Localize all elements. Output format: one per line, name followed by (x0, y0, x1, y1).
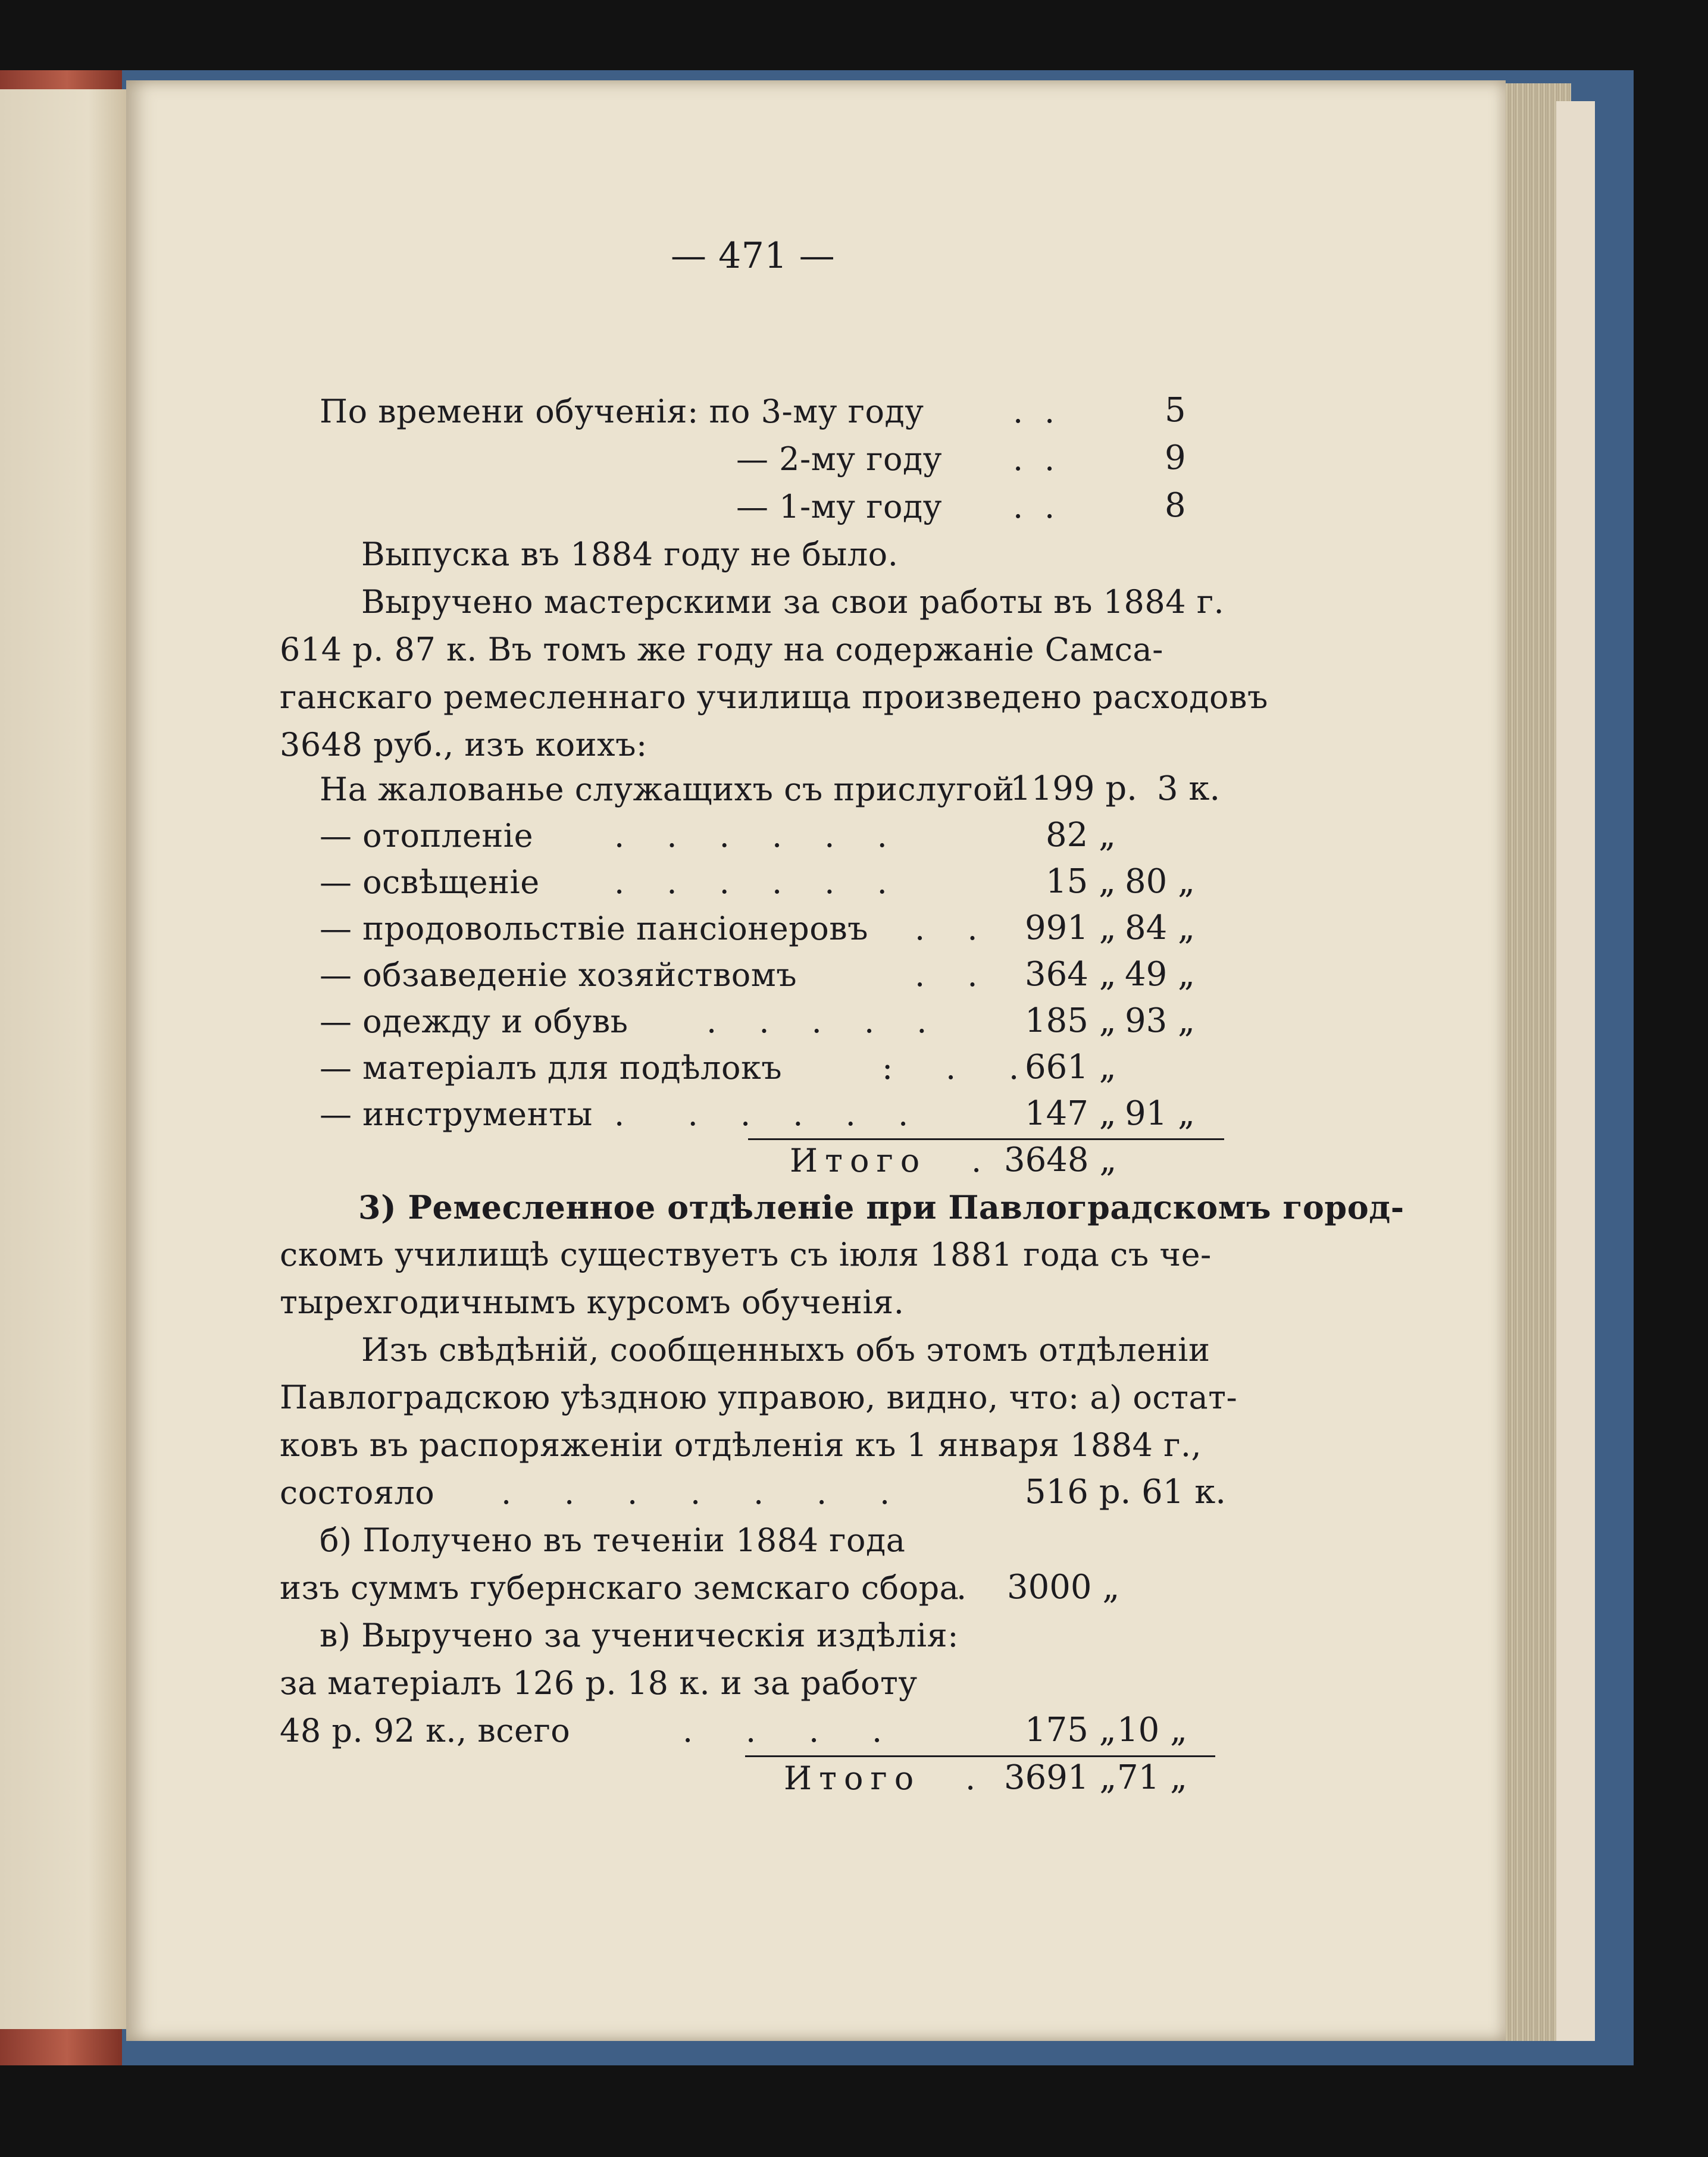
section3-text-line: ковъ въ распоряженіи отдѣленія къ 1 января 1884 г., (280, 1426, 1202, 1464)
expense-rub: 82 „ (1046, 816, 1116, 854)
expense-label: — одежду и обувь (320, 1003, 628, 1040)
expense-kop: 80 „ (1125, 862, 1196, 901)
leader-dots: . . . . . . (614, 1095, 909, 1133)
training-time-label: По времени обученія: по 3-му году (320, 393, 924, 430)
leader-dots: . . (1013, 393, 1055, 430)
leader-dots: . . (915, 910, 978, 947)
leader-dots: . . . . (683, 1712, 883, 1749)
expense-rub: 1199 р. (1010, 769, 1137, 808)
total-rule (748, 1138, 1224, 1140)
expense-rub: 147 „ (1025, 1094, 1116, 1133)
book-page (126, 80, 1506, 2041)
training-label-2: — 2-му году (736, 440, 943, 478)
paragraph-no-graduation: Выпуска въ 1884 году не было. (361, 536, 899, 573)
leader-dots: . . . . . . (614, 863, 888, 901)
expense-label: — освѣщеніе (320, 863, 540, 901)
section3-text-line: в) Выручено за ученическія издѣлія: (320, 1617, 959, 1654)
expense-kop: 84 „ (1125, 909, 1196, 947)
expense-rub: 15 „ (1046, 862, 1116, 901)
paragraph-revenue-line: Выручено мастерскими за свои работы въ 1884 г. (361, 583, 1225, 621)
expenses-total-label: Итого (790, 1142, 927, 1179)
leader-dots: . (971, 1142, 982, 1179)
remainder-value: 516 р. 61 к. (1025, 1473, 1226, 1511)
leader-dots: . . . . . (706, 1003, 927, 1040)
remainder-label: состояло (280, 1474, 435, 1511)
leader-dots: . . (1013, 488, 1055, 525)
training-value-1: 8 (1165, 486, 1186, 525)
expense-rub: 364 „ (1025, 955, 1116, 994)
expense-label: — матеріалъ для подѣлокъ (320, 1049, 783, 1087)
sales-rub: 175 „ (1025, 1711, 1116, 1749)
expense-label: — обзаведеніе хозяйствомъ (320, 956, 797, 994)
final-total-label: Итого (784, 1760, 921, 1797)
final-total-kop: 71 „ (1117, 1758, 1188, 1797)
section3-text-line: Павлоградскою уѣздною управою, видно, что: а) остат- (280, 1379, 1238, 1416)
expense-rub: 661 „ (1025, 1048, 1116, 1087)
final-total-rule (745, 1755, 1215, 1757)
grant-label: изъ суммъ губернскаго земскаго сбора (280, 1569, 959, 1607)
expense-rub: 185 „ (1025, 1001, 1116, 1040)
expense-kop: 49 „ (1125, 955, 1196, 994)
training-value-3: 5 (1165, 391, 1186, 430)
expense-rub: 991 „ (1025, 909, 1116, 947)
section3-text-line: Изъ свѣдѣній, сообщенныхъ объ этомъ отдѣленіи (361, 1331, 1210, 1369)
section3-text-line: б) Получено въ теченіи 1884 года (320, 1522, 906, 1559)
expenses-total-value: 3648 „ (1004, 1141, 1117, 1179)
leader-dots: . . . . . . . (501, 1474, 890, 1511)
paragraph-revenue-line: 614 р. 87 к. Въ томъ же году на содержаніе Самса- (280, 631, 1163, 668)
leader-dots: . (956, 1569, 967, 1607)
paragraph-revenue-line: ганскаго ремесленнаго училища произведено расходовъ (280, 678, 1268, 716)
section3-heading-line: 3) Ремесленное отдѣленіе при Павлоградскомъ город- (358, 1188, 1404, 1226)
expense-label: На жалованье служащихъ съ прислугой (320, 771, 1015, 808)
section3-text-line: скомъ училищѣ существуетъ съ іюля 1881 года съ че- (280, 1236, 1212, 1273)
sales-kop: 10 „ (1117, 1711, 1188, 1749)
page-edges-outer (1556, 101, 1595, 2041)
leader-dots: . . . . . . (614, 817, 888, 854)
expense-label: — продовольствіе пансіонеровъ (320, 910, 869, 947)
section3-text-line: тырехгодичнымъ курсомъ обученія. (280, 1283, 905, 1321)
final-total-rub: 3691 „ (1004, 1758, 1117, 1797)
section3-text-line: за матеріалъ 126 р. 18 к. и за работу (280, 1664, 918, 1702)
expense-label: — отопленіе (320, 817, 534, 854)
left-page (0, 89, 126, 2029)
leader-dots: . (965, 1760, 976, 1797)
leader-dots: . . (1013, 440, 1055, 478)
paragraph-revenue-line: 3648 руб., изъ коихъ: (280, 726, 647, 763)
training-label-1: — 1-му году (736, 488, 943, 525)
training-value-2: 9 (1165, 439, 1186, 477)
expense-label: — инструменты (320, 1095, 593, 1133)
expense-kop: 93 „ (1125, 1001, 1196, 1040)
sales-label: 48 р. 92 к., всего (280, 1712, 571, 1749)
expense-kop: 3 к. (1157, 769, 1221, 808)
leader-dots: . . (915, 956, 978, 994)
expense-kop: 91 „ (1125, 1094, 1196, 1133)
grant-value: 3000 „ (1007, 1568, 1120, 1607)
page-number: — 471 — (671, 235, 836, 277)
leader-dots: : . . (882, 1049, 1019, 1087)
